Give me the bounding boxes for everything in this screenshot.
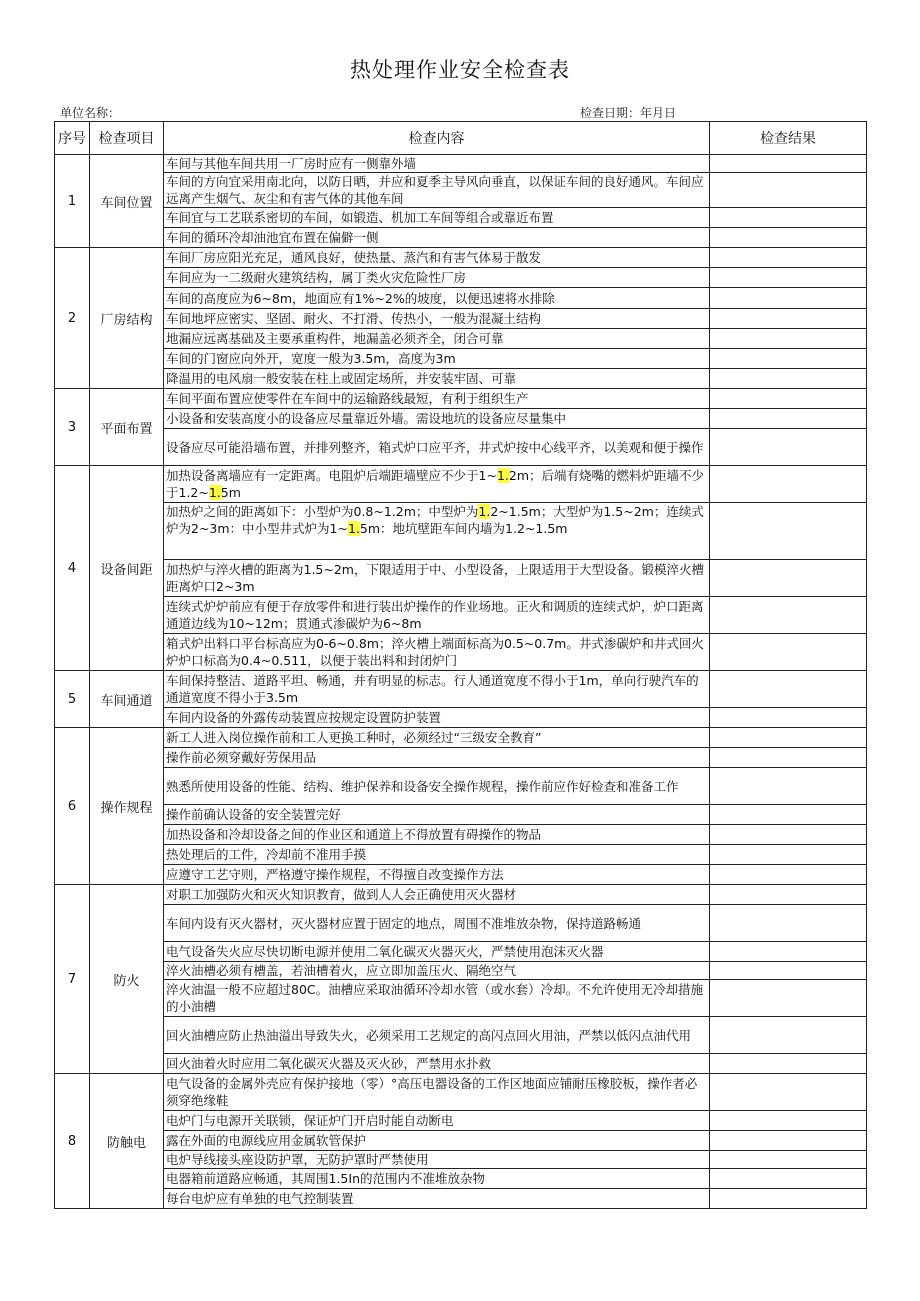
check-content: 新工人进入岗位操作前和工人更换工种时，必须经过“三级安全教育” — [164, 728, 710, 748]
table-row — [55, 288, 867, 309]
table-row — [55, 208, 867, 228]
result-cell[interactable] — [710, 885, 867, 905]
check-content: 车间的高度应为6~8m，地面应有1%~2%的坡度，以便迅速将水排除 — [164, 288, 710, 309]
unit-name-label: 单位名称： — [60, 106, 121, 120]
result-cell[interactable] — [710, 1111, 867, 1131]
table-row — [55, 805, 867, 825]
table-row — [55, 503, 867, 560]
table-row — [55, 825, 867, 845]
check-content: 车间厂房应阳光充足，通风良好，使热量、蒸汽和有害气体易于散发 — [164, 248, 710, 268]
check-content: 露在外面的电源线应用金属软管保护 — [164, 1131, 710, 1151]
table-row — [55, 708, 867, 728]
result-cell[interactable] — [710, 980, 867, 1017]
result-cell[interactable] — [710, 268, 867, 288]
result-cell[interactable] — [710, 671, 867, 708]
check-content: 电气设备失火应尽快切断电源并使用二氧化碳灭火器灭火，严禁使用泡沫灭火器 — [164, 942, 710, 962]
check-content: 操作前必须穿戴好劳保用品 — [164, 748, 710, 768]
table-row — [55, 942, 867, 962]
table-row — [55, 865, 867, 885]
check-content: 电炉导线接头座设防护罩，无防护罩时严禁使用 — [164, 1151, 710, 1169]
result-cell[interactable] — [710, 1074, 867, 1111]
check-content — [164, 503, 710, 560]
table-body — [55, 155, 867, 1209]
result-cell[interactable] — [710, 825, 867, 845]
check-content: 热处理后的工件，冷却前不准用手摸 — [164, 845, 710, 865]
result-cell[interactable] — [710, 389, 867, 409]
table-row — [55, 228, 867, 248]
check-content: 设备应尽可能沿墙布置，并排列整齐，箱式炉口应平齐，井式炉按中心线平齐，以美观和便于操作 — [164, 429, 710, 466]
result-cell[interactable] — [710, 768, 867, 805]
check-content: 加热设备和冷却设备之间的作业区和通道上不得放置有碍操作的物品 — [164, 825, 710, 845]
table-row — [55, 1151, 867, 1169]
section-number: 4 — [55, 466, 90, 671]
content-text: 加热炉之间的距离如下：小型炉为0.8~1.2m；中型炉为 — [166, 504, 479, 519]
check-content: 电炉门与电源开关联锁，保证炉门开启时能自动断电 — [164, 1111, 710, 1131]
content-text: 加热设备离墙应有一定距离。电阻炉后端距墙壁应不少于1~ — [166, 468, 497, 483]
result-cell[interactable] — [710, 1169, 867, 1189]
check-content: 应遵守工艺守则，严格遵守操作规程，不得擅自改变操作方法 — [164, 865, 710, 885]
table-row — [55, 560, 867, 597]
table-row — [55, 349, 867, 369]
header-content: 检查内容 — [164, 122, 710, 155]
check-content: 对职工加强防火和灭火知识教育，做到人人会正确使用灭火器材 — [164, 885, 710, 905]
result-cell[interactable] — [710, 728, 867, 748]
section-item: 操作规程 — [90, 728, 164, 885]
check-content: 电器箱前道路应畅通，其周围1.5In的范围内不准堆放杂物 — [164, 1169, 710, 1189]
result-cell[interactable] — [710, 1189, 867, 1209]
result-cell[interactable] — [710, 1151, 867, 1169]
check-content: 回火油槽应防止热油溢出导致失火，必须采用工艺规定的高闪点回火用油，严禁以低闪点油代用 — [164, 1017, 710, 1054]
table-row — [55, 885, 867, 905]
result-cell[interactable] — [710, 597, 867, 634]
content-text: 2~1.5m；大型炉为1.5~2m；连续式炉为2~3m：中小型井式炉为1~ — [166, 504, 704, 536]
table-row — [55, 268, 867, 288]
result-cell[interactable] — [710, 905, 867, 942]
table-row — [55, 409, 867, 429]
result-cell[interactable] — [710, 503, 867, 560]
result-cell[interactable] — [710, 349, 867, 369]
result-cell[interactable] — [710, 228, 867, 248]
check-content: 车间地坪应密实、坚固、耐火、不打滑、传热小，一般为混凝土结构 — [164, 309, 710, 329]
section-item: 防触电 — [90, 1074, 164, 1209]
result-cell[interactable] — [710, 155, 867, 173]
table-row — [55, 728, 867, 748]
check-content: 降温用的电风扇一般安装在柱上或固定场所，并安装牢固、可靠 — [164, 369, 710, 389]
result-cell[interactable] — [710, 942, 867, 962]
table-row — [55, 155, 867, 173]
header-no: 序号 — [55, 122, 90, 155]
check-content: 车间保持整洁、道路平坦、畅通，并有明显的标志。行人通道宽度不得小于1m，单向行驶汽车的通道宽度不得小于3.5m — [164, 671, 710, 708]
result-cell[interactable] — [710, 845, 867, 865]
check-content: 加热炉与淬火槽的距离为1.5~2m，下限适用于中、小型设备，上限适用于大型设备。锻模淬火槽距离炉口2~3m — [164, 560, 710, 597]
page-title: 热处理作业安全检查表 — [350, 58, 570, 82]
table-row — [55, 369, 867, 389]
check-content: 车间平面布置应使零件在车间中的运输路线最短，有利于组织生产 — [164, 389, 710, 409]
section-number: 1 — [55, 155, 90, 248]
check-content: 淬火油槽必须有槽盖，若油槽着火，应立即加盖压火、隔绝空气 — [164, 962, 710, 980]
result-cell[interactable] — [710, 634, 867, 671]
check-content: 连续式炉炉前应有便于存放零件和进行装出炉操作的作业场地。正火和调质的连续式炉，炉口距离通道边线为10~12m；贯通式渗碳炉为6~8m — [164, 597, 710, 634]
check-content: 淬火油温一般不应超过80C。油槽应采取油循环冷却水管（或水套）冷却。不允许使用无冷却措施的小油槽 — [164, 980, 710, 1017]
result-cell[interactable] — [710, 429, 867, 466]
result-cell[interactable] — [710, 805, 867, 825]
table-row — [55, 597, 867, 634]
result-cell[interactable] — [710, 748, 867, 768]
section-number: 7 — [55, 885, 90, 1074]
table-row — [55, 1074, 867, 1111]
section-number: 5 — [55, 671, 90, 728]
check-content: 车间的方向宜采用南北向，以防日晒，并应和夏季主导风向垂直，以保证车间的良好通风。车间应远离产生烟气、灰尘和有害气体的其他车间 — [164, 173, 710, 208]
section-number: 3 — [55, 389, 90, 466]
result-cell[interactable] — [710, 865, 867, 885]
section-item: 平面布置 — [90, 389, 164, 466]
check-content: 操作前确认设备的安全装置完好 — [164, 805, 710, 825]
table-row — [55, 1054, 867, 1074]
inspection-table — [54, 121, 867, 1209]
check-content: 每台电炉应有单独的电气控制装置 — [164, 1189, 710, 1209]
table-row — [55, 389, 867, 409]
result-cell[interactable] — [710, 560, 867, 597]
result-cell[interactable] — [710, 248, 867, 268]
check-content: 车间内设备的外露传动装置应按规定设置防护装置 — [164, 708, 710, 728]
table-row — [55, 748, 867, 768]
check-content: 车间应为一二级耐火建筑结构，属丁类火灾危险性厂房 — [164, 268, 710, 288]
table-row — [55, 634, 867, 671]
table-row — [55, 671, 867, 708]
result-cell[interactable] — [710, 466, 867, 503]
table-row — [55, 1131, 867, 1151]
result-cell[interactable] — [710, 309, 867, 329]
header-result: 检查结果 — [710, 122, 867, 155]
section-number: 2 — [55, 248, 90, 389]
result-cell[interactable] — [710, 1131, 867, 1151]
result-cell[interactable] — [710, 409, 867, 429]
table-row — [55, 1017, 867, 1054]
table-row — [55, 1111, 867, 1131]
table-row — [55, 962, 867, 980]
table-row — [55, 768, 867, 805]
check-content: 车间的门窗应向外开，宽度一般为3.5m，高度为3m — [164, 349, 710, 369]
highlighted-text: 1. — [496, 468, 509, 483]
check-content: 回火油着火时应用二氧化碳灭火器及灭火砂，严禁用水扑救 — [164, 1054, 710, 1074]
check-content — [164, 466, 710, 503]
content-text: 5m：地坑壁距车间内墙为1.2~1.5m — [359, 521, 568, 536]
table-row — [55, 429, 867, 466]
header-item: 检查项目 — [90, 122, 164, 155]
check-content: 车间内设有灭火器材，灭火器材应置于固定的地点，周围不准堆放杂物，保持道路畅通 — [164, 905, 710, 942]
section-item: 厂房结构 — [90, 248, 164, 389]
check-content: 车间的循环冷却油池宜布置在偏僻一侧 — [164, 228, 710, 248]
table-row — [55, 905, 867, 942]
check-content: 车间宜与工艺联系密切的车间，如锻造、机加工车间等组合或靠近布置 — [164, 208, 710, 228]
table-row — [55, 1189, 867, 1209]
check-content: 箱式炉出料口平台标高应为0-6~0.8m；淬火槽上端面标高为0.5~0.7m。井式渗碳炉和井式回火炉炉口标高为0.4~0.511，以便于装出料和封闭炉门 — [164, 634, 710, 671]
content-text: 5m — [220, 485, 241, 500]
table-row — [55, 309, 867, 329]
table-row — [55, 845, 867, 865]
section-number: 6 — [55, 728, 90, 885]
table-header-row — [55, 122, 867, 155]
result-cell[interactable] — [710, 369, 867, 389]
result-cell[interactable] — [710, 173, 867, 208]
result-cell[interactable] — [710, 708, 867, 728]
result-cell[interactable] — [710, 1017, 867, 1054]
content-text: 2m；后端有烧嘴的燃料炉距墙不少于1.2~ — [166, 468, 705, 500]
result-cell[interactable] — [710, 1054, 867, 1074]
highlighted-text: 1. — [478, 504, 491, 519]
section-item: 防火 — [90, 885, 164, 1074]
section-item: 车间位置 — [90, 155, 164, 248]
check-content: 车间与其他车间共用一厂房时应有一侧靠外墙 — [164, 155, 710, 173]
table-row — [55, 173, 867, 208]
check-content: 熟悉所使用设备的性能、结构、维护保养和设备安全操作规程，操作前应作好检查和准备工作 — [164, 768, 710, 805]
inspection-date-label: 检查日期：年月日 — [580, 106, 677, 120]
check-content: 小设备和安装高度小的设备应尽量靠近外墙。需设地坑的设备应尽量集中 — [164, 409, 710, 429]
table-row — [55, 980, 867, 1017]
section-item: 车间通道 — [90, 671, 164, 728]
highlighted-text: 1. — [208, 485, 221, 500]
result-cell[interactable] — [710, 208, 867, 228]
table-row — [55, 329, 867, 349]
highlighted-text: 1. — [347, 521, 360, 536]
table-row — [55, 1169, 867, 1189]
section-number: 8 — [55, 1074, 90, 1209]
table-row — [55, 466, 867, 503]
table-row — [55, 248, 867, 268]
result-cell[interactable] — [710, 288, 867, 309]
result-cell[interactable] — [710, 962, 867, 980]
check-content: 电气设备的金属外壳应有保护接地（零）°高压电器设备的工作区地面应铺耐压橡胶板，操作者必须穿绝缘鞋 — [164, 1074, 710, 1111]
result-cell[interactable] — [710, 329, 867, 349]
section-item: 设备间距 — [90, 466, 164, 671]
check-content: 地漏应远离基础及主要承重构件，地漏盖必须齐全，闭合可靠 — [164, 329, 710, 349]
